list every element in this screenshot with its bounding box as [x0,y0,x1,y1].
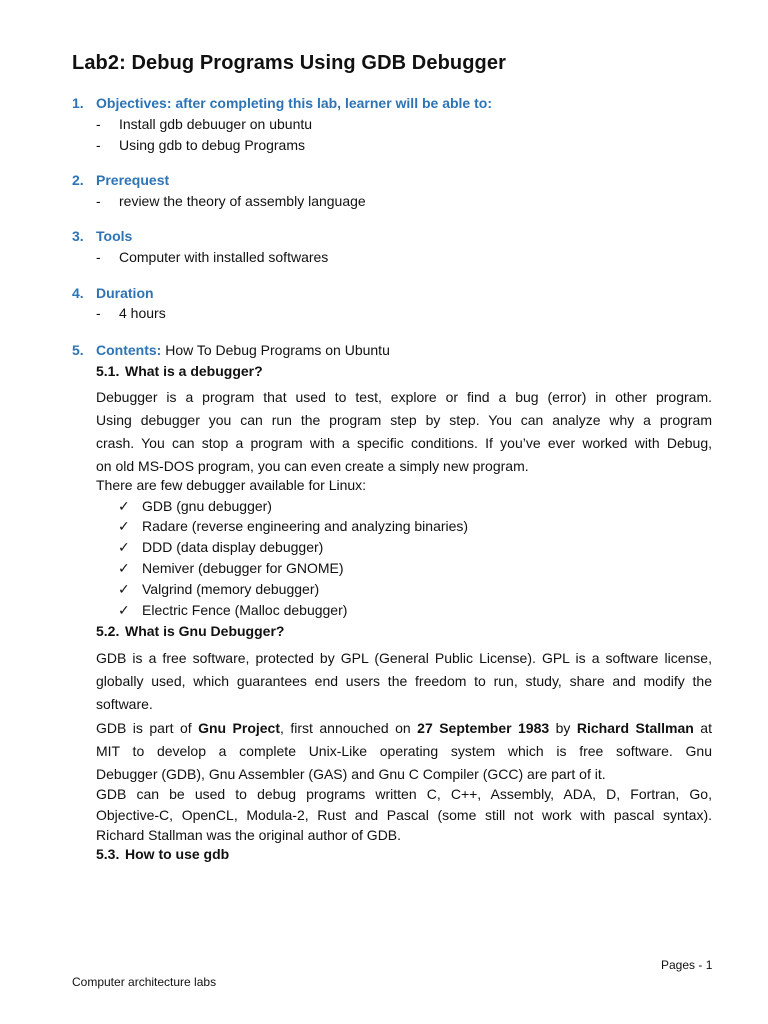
page-title: Lab2: Debug Programs Using GDB Debugger [72,52,506,74]
list-item: ✓ Valgrind (memory debugger) [118,581,320,597]
list-item: ✓ Nemiver (debugger for GNOME) [118,560,344,576]
checkmark-icon: ✓ [118,560,130,576]
section-2-heading: 2. Prerequest [72,172,170,188]
section-4-heading: 4. Duration [72,285,154,301]
tools-bullet: - Computer with installed softwares [96,249,329,265]
subsection-5-3-heading: 5.3. How to use gdb [96,846,230,862]
section-1-heading: 1. Objectives: after completing this lab, learner will be able to: [72,95,492,111]
gdb-paragraph-2: GDB is part of Gnu Project, first annouched on 27 September 1983 by Richard Stallman at MIT to develop a complete Unix-Like operating system which is free software. Gnu Debugger (GDB), Gnu Assembler (GAS) and Gnu C Compiler (GCC) are part of it. [96,720,712,782]
objective-bullet-1: - Install gdb debuuger on ubuntu [96,116,313,132]
list-item: ✓ Radare (reverse engineering and analyzing binaries) [118,518,469,534]
list-item: ✓ GDB (gnu debugger) [118,498,272,514]
debugger-paragraph: Debugger is a program that used to test, explore or find a bug (error) in other program. Using debugger you can run the program step by step. You can analyze why a program crash. You can stop a program with a specific conditions. If you’ve ever worked with Debug, on old MS-DOS program, you can even create a simply new program. [96,389,712,474]
checkmark-icon: ✓ [118,581,130,597]
objective-bullet-2: - Using gdb to debug Programs [96,137,305,153]
prerequest-bullet: - review the theory of assembly language [96,193,366,209]
duration-bullet: - 4 hours [96,305,166,321]
checkmark-icon: ✓ [118,498,130,514]
subsection-5-2-heading: 5.2. What is Gnu Debugger? [96,623,285,639]
gdb-paragraph-3: GDB can be used to debug programs written C, C++, Assembly, ADA, D, Fortran, Go, Objective-C, OpenCL, Modula-2, Rust and Pascal (some still not work with pascal syntax). Richard Stallman was the original author of GDB. [96,786,712,843]
checkmark-icon: ✓ [118,602,130,618]
section-5-heading: 5. Contents: How To Debug Programs on Ubuntu [72,342,390,358]
list-item: ✓ DDD (data display debugger) [118,539,324,555]
subsection-5-1-heading: 5.1. What is a debugger? [96,363,263,379]
gdb-paragraph-1: GDB is a free software, protected by GPL (General Public License). GPL is a software license, globally used, which guarantees end users the freedom to run, study, share and modify the software. [96,650,712,712]
checkmark-icon: ✓ [118,539,130,555]
list-item: ✓ Electric Fence (Malloc debugger) [118,602,348,618]
footer-text: Computer architecture labs [72,975,217,989]
checkmark-icon: ✓ [118,518,130,534]
section-5-heading-tail: How To Debug Programs on Ubuntu [165,342,390,358]
section-3-heading: 3. Tools [72,228,133,244]
debugger-list-intro: There are few debugger available for Linux: [96,477,367,493]
page-number: Pages - 1 [661,958,713,972]
